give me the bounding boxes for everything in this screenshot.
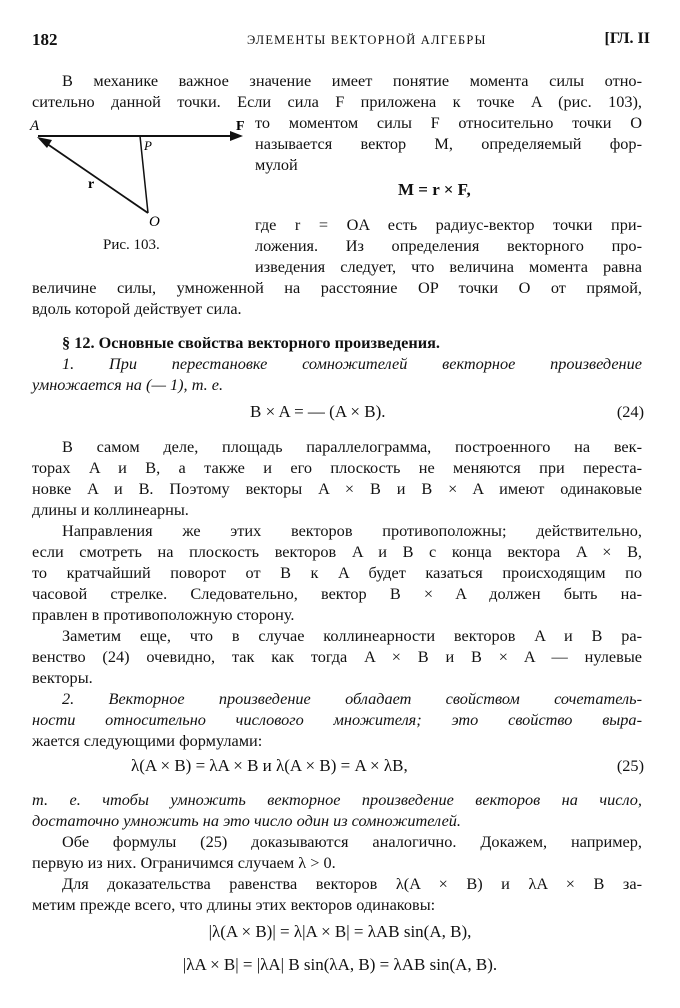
text-line: ности относительно числового множителя; это свойство выра- — [32, 710, 642, 729]
text-line: если смотреть на плоскость векторов A и B с конца вектора A × B, — [32, 542, 642, 561]
equation-25: λ(A × B) = λA × B и λ(A × B) = A × λB, — [131, 756, 408, 775]
text-line: Для доказательства равенства векторов λ(A × B) и λA × B за- — [62, 874, 642, 893]
chapter-mark: [ГЛ. II — [604, 30, 650, 47]
text-line: величине силы, умноженной на расстояние OP точки O от прямой, — [32, 278, 642, 297]
text-line: то моментом силы F относительно точки O — [255, 113, 642, 132]
text-line: сительно данной точки. Если сила F приложена к точке A (рис. 103), — [32, 92, 642, 111]
label-r: r — [88, 177, 95, 192]
figure-103 — [28, 110, 258, 240]
equation-number-25: (25) — [616, 756, 644, 775]
text-line: 2. Векторное произведение обладает свойством сочетатель- — [62, 689, 642, 708]
text-line: В самом деле, площадь параллелограмма, построенного на век- — [62, 437, 642, 456]
text-line: Обе формулы (25) доказываются аналогично. Докажем, например, — [62, 832, 642, 851]
text-line: то кратчайший поворот от B к A будет казаться происходящим по — [32, 563, 642, 582]
text-line: длины и коллинеарны. — [32, 500, 189, 519]
text-line: Заметим еще, что в случае коллинеарности векторов A и B ра- — [62, 626, 642, 645]
text-line: называется вектор M, определяемый фор- — [255, 134, 642, 153]
text-line: В механике важное значение имеет понятие момента силы отно- — [62, 71, 642, 90]
label-a: A — [30, 118, 40, 134]
text-line: правлен в противоположную сторону. — [32, 605, 295, 624]
text-line: ложения. Из определения векторного про- — [255, 236, 642, 255]
label-p: P — [144, 138, 152, 153]
page-header — [32, 30, 650, 56]
text-line: т. е. чтобы умножить векторное произведение векторов на число, — [32, 790, 642, 809]
text-line: умножается на (— 1), т. е. — [32, 375, 224, 394]
equation-length-2: |λA × B| = |λA| B sin(λA, B) = λAB sin(A, B). — [182, 955, 498, 974]
radius-vector-r — [40, 139, 148, 213]
equation-length-1: |λ(A × B)| = λ|A × B| = λAB sin(A, B), — [208, 922, 472, 941]
section-heading: § 12. Основные свойства векторного произведения. — [62, 333, 440, 352]
figure-caption: Рис. 103. — [103, 237, 160, 253]
text-line: векторы. — [32, 668, 93, 687]
text-line: венство (24) очевидно, так как тогда A × B и B × A — нулевые — [32, 647, 642, 666]
text-line: мулой — [255, 155, 298, 174]
text-line: торах A и B, а также и его плоскость не меняются при переста- — [32, 458, 642, 477]
text-line: Направления же этих векторов противоположны; действительно, — [62, 521, 642, 540]
label-f: F — [236, 119, 245, 134]
text-line: первую из них. Ограничимся случаем λ > 0. — [32, 853, 336, 872]
label-o: O — [149, 214, 160, 230]
running-title: ЭЛЕМЕНТЫ ВЕКТОРНОЙ АЛГЕБРЫ — [247, 33, 487, 47]
text-line: жается следующими формулами: — [32, 731, 263, 750]
text-line: вдоль которой действует сила. — [32, 299, 242, 318]
text-line: 1. При перестановке сомножителей векторное произведение — [62, 354, 642, 373]
text-line: достаточно умножить на это число один из сомножителей. — [32, 811, 462, 830]
equation-24: B × A = — (A × B). — [250, 402, 386, 421]
text-line: изведения следует, что величина момента равна — [255, 257, 642, 276]
page-number: 182 — [32, 30, 58, 49]
equation-moment: M = r × F, — [398, 180, 471, 199]
text-line: новке A и B. Поэтому векторы A × B и B × A имеют одинаковые — [32, 479, 642, 498]
text-line: метим прежде всего, что длины этих векторов одинаковы: — [32, 895, 436, 914]
equation-number-24: (24) — [616, 402, 644, 421]
text-line: часовой стрелке. Следовательно, вектор B × A должен быть на- — [32, 584, 642, 603]
text-line: где r = OA есть радиус-вектор точки при- — [255, 215, 642, 234]
